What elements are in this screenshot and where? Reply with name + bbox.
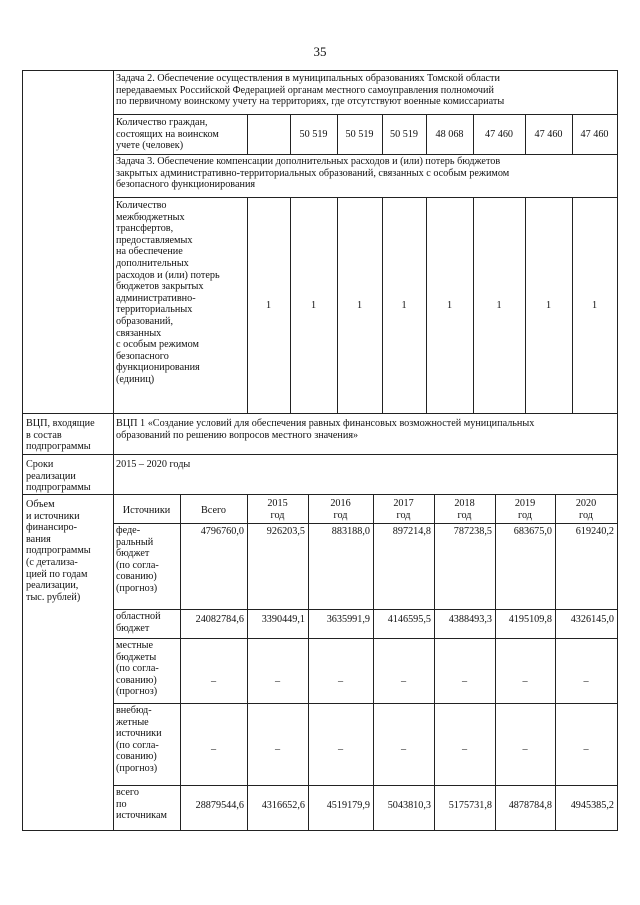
finance-value: 683675,0 <box>513 526 552 537</box>
grid-line <box>555 494 556 831</box>
finance-value: – <box>522 744 528 755</box>
terms-label: Сроки реализации подпрограммы <box>26 459 91 494</box>
task2-value: 47 460 <box>580 129 609 140</box>
grid-line <box>525 197 526 414</box>
finance-header: 2019 год <box>514 498 536 521</box>
grid-line <box>572 197 573 414</box>
task3-title: Задача 3. Обеспечение компенсации дополнительных расходов и (или) потерь бюджетов закрытых административно-территориальных образований, связанных с особым режимом безопасного функционирования <box>116 156 510 191</box>
finance-value: 24082784,6 <box>195 614 244 625</box>
finance-value: 4316652,6 <box>261 800 305 811</box>
finance-value: – <box>461 744 468 755</box>
grid-line <box>617 70 618 831</box>
finance-header: 2016 год <box>330 498 351 521</box>
finance-value: – <box>274 744 281 755</box>
finance-value: – <box>522 676 528 687</box>
task2-value: 50 519 <box>299 129 328 140</box>
grid-line <box>495 494 496 831</box>
finance-value: – <box>274 676 281 687</box>
grid-line <box>113 197 618 198</box>
finance-value: 883188,0 <box>331 526 370 537</box>
finance-source: феде- ральный бюджет (по согла- сованию) (прогноз) <box>116 525 159 594</box>
finance-value: 5175731,8 <box>448 800 492 811</box>
finance-value: 4945385,2 <box>570 800 614 811</box>
grid-line <box>337 197 338 414</box>
grid-line <box>247 494 248 831</box>
finance-value: 5043810,3 <box>387 800 431 811</box>
finance-value: 926203,5 <box>266 526 305 537</box>
finance-value: – <box>583 744 589 755</box>
finance-value: 4519179,9 <box>326 800 370 811</box>
grid-line <box>113 785 618 786</box>
task3-value: 1 <box>591 300 598 311</box>
grid-line <box>290 114 291 155</box>
grid-line <box>180 494 181 831</box>
vcp-text: ВЦП 1 «Создание условий для обеспечения равных финансовых возможностей муниципальных образований по решению вопросов местного значения» <box>116 418 535 441</box>
finance-value: 4146595,5 <box>387 614 431 625</box>
grid-line <box>247 114 248 155</box>
grid-line <box>113 609 618 610</box>
grid-line <box>113 638 618 639</box>
finance-value: – <box>400 676 407 687</box>
grid-line <box>308 494 309 831</box>
grid-line <box>22 413 618 414</box>
finance-value: 4878784,8 <box>508 800 552 811</box>
finance-value: 619240,2 <box>575 526 614 537</box>
grid-line <box>525 114 526 155</box>
finance-value: – <box>337 744 344 755</box>
task2-value: 50 519 <box>345 129 374 140</box>
grid-line <box>22 494 618 495</box>
finance-value: – <box>461 676 468 687</box>
page-number: 35 <box>313 44 327 59</box>
finance-source: всего по источникам <box>116 787 167 822</box>
task2-indicator: Количество граждан, состоящих на воинском учете (человек) <box>116 117 219 152</box>
grid-line <box>382 197 383 414</box>
task3-value: 1 <box>356 300 363 311</box>
finance-header: Источники <box>122 505 171 516</box>
finance-value: 897214,8 <box>392 526 431 537</box>
terms-text: 2015 – 2020 годы <box>116 459 191 470</box>
finance-value: – <box>210 676 217 687</box>
finance-value: 3635991,9 <box>326 614 370 625</box>
task2-title: Задача 2. Обеспечение осуществления в муниципальных образованиях Томской области передаваемых Российской Федерацией органам местного самоуправления полномочий по первичному воинскому учету на территориях, где отсутствуют военные комиссариаты <box>116 73 505 108</box>
grid-line <box>247 197 248 414</box>
grid-line <box>373 494 374 831</box>
task3-value: 1 <box>545 300 552 311</box>
finance-value: 4326145,0 <box>570 614 614 625</box>
finance-value: 787238,5 <box>453 526 492 537</box>
grid-line <box>382 114 383 155</box>
finance-value: – <box>337 676 344 687</box>
task3-value: 1 <box>310 300 317 311</box>
grid-line <box>473 114 474 155</box>
finance-value: 4195109,8 <box>508 614 552 625</box>
vcp-label: ВЦП, входящие в состав подпрограммы <box>26 418 95 453</box>
finance-value: 4388493,3 <box>448 614 492 625</box>
task3-value: 1 <box>496 300 502 311</box>
grid-line <box>22 70 618 71</box>
finance-source: местные бюджеты (по согла- сованию) (прогноз) <box>116 640 159 698</box>
grid-line <box>22 70 23 831</box>
task2-value: 47 460 <box>484 129 513 140</box>
grid-line <box>113 114 618 115</box>
finance-header: 2017 год <box>393 498 414 521</box>
grid-line <box>337 114 338 155</box>
finance-header: 2020 год <box>575 498 597 521</box>
finance-value: 28879544,6 <box>195 800 244 811</box>
grid-line <box>473 197 474 414</box>
grid-line <box>290 197 291 414</box>
finance-value: – <box>210 744 217 755</box>
finance-source: областной бюджет <box>116 611 161 634</box>
finance-label: Объем и источники финансиро- вания подпрограммы (с детализа- цией по годам реализации, тыс. рублей) <box>26 499 91 603</box>
task3-indicator: Количество межбюджетных трансфертов, предоставляемых на обеспечение дополнительных расходов и (или) потерь бюджетов закрытых административно- территориальных образований, связанных с особым режимом безопасного функционирования (единиц) <box>116 200 220 385</box>
task2-value: 47 460 <box>534 129 563 140</box>
finance-source: внебюд- жетные источники (по согла- сованию) (прогноз) <box>116 705 162 774</box>
grid-line <box>22 830 618 831</box>
grid-line <box>113 703 618 704</box>
grid-line <box>113 70 114 831</box>
task3-value: 1 <box>446 300 453 311</box>
grid-line <box>426 197 427 414</box>
finance-header: 2018 год <box>454 498 475 521</box>
grid-line <box>113 523 618 524</box>
finance-value: 4796760,0 <box>200 526 244 537</box>
grid-line <box>426 114 427 155</box>
grid-line <box>434 494 435 831</box>
finance-header: Всего <box>201 505 226 516</box>
task2-value: 48 068 <box>435 129 464 140</box>
grid-line <box>572 114 573 155</box>
finance-value: – <box>400 744 407 755</box>
grid-line <box>22 454 618 455</box>
task3-value: 1 <box>401 300 407 311</box>
finance-value: 3390449,1 <box>261 614 305 625</box>
finance-header: 2015 год <box>267 498 288 521</box>
grid-line <box>113 154 618 155</box>
task2-value: 50 519 <box>389 129 418 140</box>
finance-value: – <box>583 676 589 687</box>
task3-value: 1 <box>265 300 272 311</box>
